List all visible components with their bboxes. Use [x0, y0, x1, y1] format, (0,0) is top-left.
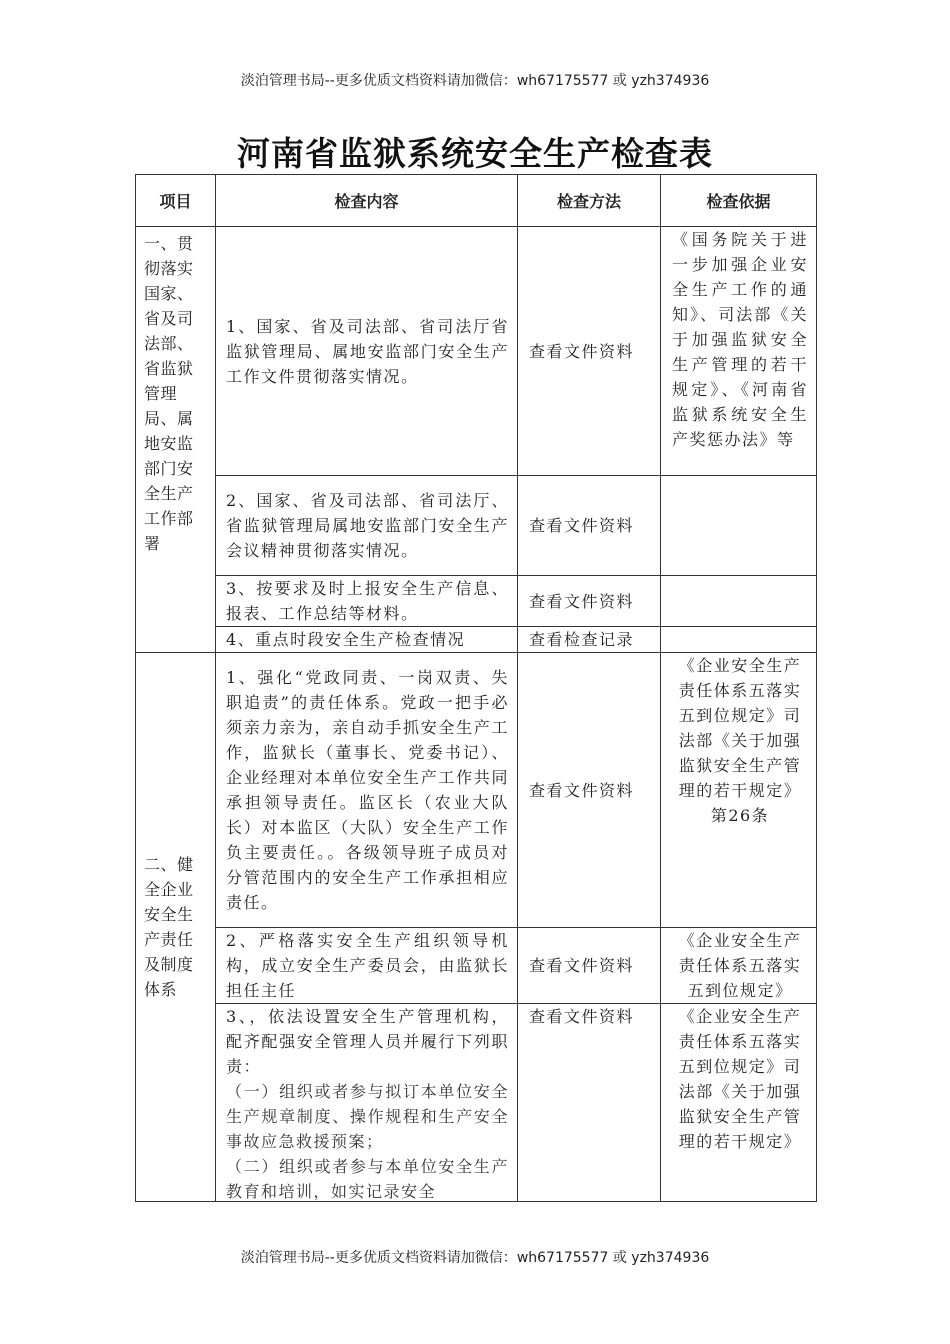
- row-basis: 《企业安全生产责任体系五落实五到位规定》司法部《关于加强监狱安全生产管理的若干规定》第26条: [661, 653, 817, 928]
- col-header-item: 项目: [136, 175, 216, 227]
- row-method: 查看检查记录: [518, 627, 661, 653]
- row-content: 3、按要求及时上报安全生产信息、报表、工作总结等材料。: [216, 576, 518, 627]
- document-title: 河南省监狱系统安全生产检查表: [237, 134, 713, 173]
- row-content: 1、国家、省及司法部、省司法厅省监狱管理局、属地安监部门安全生产工作文件贯彻落实情况。: [216, 227, 518, 476]
- row-method: 查看文件资料: [518, 227, 661, 476]
- col-header-basis: 检查依据: [661, 175, 817, 227]
- row-basis: 《企业安全生产责任体系五落实五到位规定》: [661, 928, 817, 1004]
- header-note: 淡泊管理书局--更多优质文档资料请加微信：wh67175577 或 yzh374936: [240, 73, 710, 89]
- table-row: [136, 476, 817, 576]
- row-method: 查看文件资料: [518, 476, 661, 576]
- table-row: [136, 1004, 817, 1202]
- table-row: [136, 227, 817, 476]
- row-content: [216, 1004, 518, 1202]
- row-basis: 《国务院关于进一步加强企业安全生产工作的通知》、司法部《关于加强监狱安全生产管理的若干规定》、《河南省监狱系统安全生产奖惩办法》等: [661, 227, 817, 476]
- table-row: [136, 653, 817, 928]
- section-2-item: 二、健全企业安全生产责任及制度体系: [136, 653, 216, 1202]
- row-content: 4、重点时段安全生产检查情况: [216, 627, 518, 653]
- row-content-main: 3、，依法设置安全生产管理机构，配齐配强安全管理人员并履行下列职责：: [226, 1007, 509, 1076]
- row-basis: [661, 627, 817, 653]
- table-row: [136, 576, 817, 627]
- row-content: 2、国家、省及司法部、省司法厅、省监狱管理局属地安监部门安全生产会议精神贯彻落实情况。: [216, 476, 518, 576]
- row-content: 2、严格落实安全生产组织领导机构，成立安全生产委员会，由监狱长担任主任: [216, 928, 518, 1004]
- row-method: 查看文件资料: [518, 928, 661, 1004]
- table-header-row: [136, 175, 817, 227]
- row-content-sub2: （二）组织或者参与本单位安全生产教育和培训，如实记录安全: [226, 1157, 509, 1200]
- col-header-content: 检查内容: [216, 175, 518, 227]
- section-1-item: 一、贯彻落实国家、省及司法部、省监狱管理局、属地安监部门安全生产工作部署: [136, 227, 216, 653]
- content-clip: [226, 1004, 509, 1200]
- inspection-table: [135, 174, 817, 1202]
- footer-note: 淡泊管理书局--更多优质文档资料请加微信：wh67175577 或 yzh374936: [240, 1250, 710, 1266]
- row-basis: [661, 476, 817, 576]
- row-method: 查看文件资料: [518, 1004, 661, 1202]
- row-content-sub1: （一）组织或者参与拟订本单位安全生产规章制度、操作规程和生产安全事故应急救援预案；: [226, 1082, 509, 1151]
- table-row: [136, 627, 817, 653]
- table-row: [136, 928, 817, 1004]
- row-method: 查看文件资料: [518, 576, 661, 627]
- row-basis: [661, 576, 817, 627]
- row-content: 1、强化“党政同责、一岗双责、失职追责”的责任体系。党政一把手必须亲力亲为，亲自动手抓安全生产工作，监狱长（董事长、党委书记）、企业经理对本单位安全生产工作共同承担领导责任。监区长（农业大队长）对本监区（大队）安全生产工作负主要责任。。各级领导班子成员对分管范围内的安全生产工作承担相应责任。: [216, 653, 518, 928]
- col-header-method: 检查方法: [518, 175, 661, 227]
- row-method: 查看文件资料: [518, 653, 661, 928]
- row-basis: 《企业安全生产责任体系五落实五到位规定》司法部《关于加强监狱安全生产管理的若干规定》: [661, 1004, 817, 1202]
